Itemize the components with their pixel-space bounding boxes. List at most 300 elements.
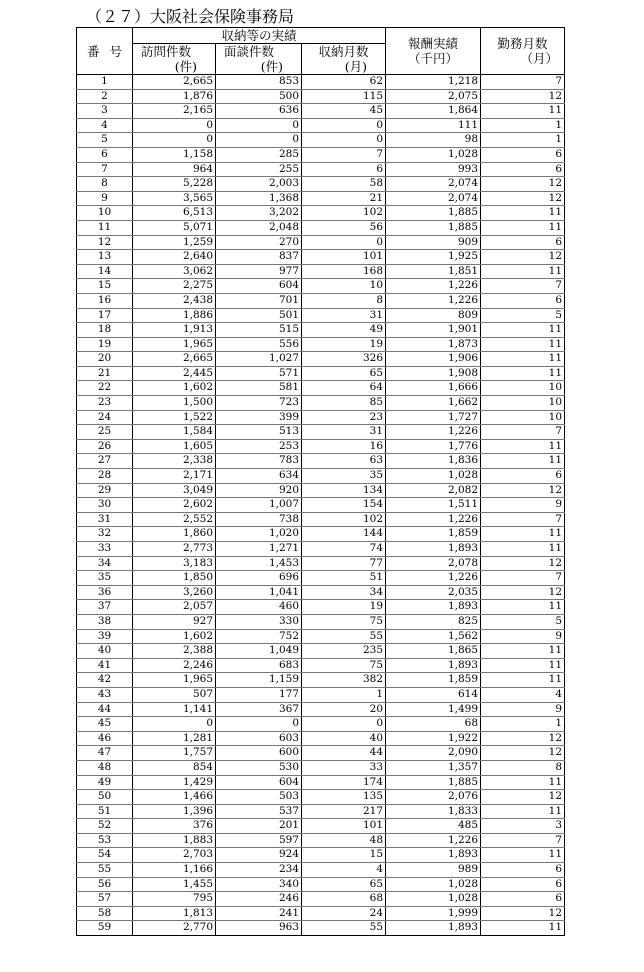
row-number-cell: 37: [77, 600, 133, 615]
collection-months-cell: 33: [302, 760, 386, 775]
visits-count-cell: 2,602: [133, 498, 216, 513]
interviews-count-cell: 571: [216, 366, 302, 381]
table-row: [77, 556, 565, 571]
row-number-cell: 24: [77, 410, 133, 425]
row-number-cell: 13: [77, 250, 133, 265]
row-number-cell: 30: [77, 498, 133, 513]
table-row: [77, 629, 565, 644]
header-bangou-char-2: 号: [109, 43, 122, 59]
table-row: [77, 425, 565, 440]
reward-amount-cell: 809: [386, 308, 481, 323]
work-months-cell: 12: [481, 906, 565, 921]
work-months-cell: 11: [481, 644, 565, 659]
table-row: [77, 89, 565, 104]
table-row: [77, 906, 565, 921]
work-months-cell: 9: [481, 702, 565, 717]
collection-months-cell: 19: [302, 337, 386, 352]
table-row: [77, 381, 565, 396]
visits-count-cell: 1,429: [133, 775, 216, 790]
reward-amount-cell: 1,226: [386, 833, 481, 848]
row-number-cell: 54: [77, 848, 133, 863]
visits-count-cell: 0: [133, 717, 216, 732]
header-interviews-unit: (件): [260, 59, 283, 74]
collection-results-table: [76, 27, 565, 936]
interviews-count-cell: 2,048: [216, 220, 302, 235]
page-title: （２７）大阪社会保険事務局: [86, 7, 295, 26]
interviews-count-cell: 1,049: [216, 644, 302, 659]
row-number-cell: 50: [77, 790, 133, 805]
interviews-count-cell: 837: [216, 250, 302, 265]
visits-count-cell: 5,071: [133, 220, 216, 235]
interviews-count-cell: 255: [216, 162, 302, 177]
table-row: [77, 308, 565, 323]
reward-amount-cell: 2,090: [386, 746, 481, 761]
visits-count-cell: 1,850: [133, 571, 216, 586]
work-months-cell: 6: [481, 235, 565, 250]
table-row: [77, 892, 565, 907]
work-months-cell: 7: [481, 512, 565, 527]
reward-amount-cell: 1,859: [386, 673, 481, 688]
table-row: [77, 293, 565, 308]
reward-amount-cell: 2,082: [386, 483, 481, 498]
row-number-cell: 56: [77, 877, 133, 892]
collection-months-cell: 16: [302, 439, 386, 454]
collection-months-cell: 56: [302, 220, 386, 235]
reward-amount-cell: 1,028: [386, 892, 481, 907]
row-number-cell: 31: [77, 512, 133, 527]
interviews-count-cell: 683: [216, 658, 302, 673]
row-number-cell: 5: [77, 133, 133, 148]
interviews-count-cell: 924: [216, 848, 302, 863]
visits-count-cell: 1,965: [133, 337, 216, 352]
visits-count-cell: 795: [133, 892, 216, 907]
row-number-cell: 23: [77, 396, 133, 411]
visits-count-cell: 1,522: [133, 410, 216, 425]
visits-count-cell: 1,500: [133, 396, 216, 411]
work-months-cell: 7: [481, 75, 565, 90]
interviews-count-cell: 0: [216, 133, 302, 148]
header-bangou: [77, 28, 133, 75]
reward-amount-cell: 111: [386, 118, 481, 133]
header-months-work: [481, 28, 565, 75]
row-number-cell: 57: [77, 892, 133, 907]
header-months-collect: [302, 44, 386, 75]
reward-amount-cell: 1,893: [386, 600, 481, 615]
row-number-cell: 46: [77, 731, 133, 746]
collection-months-cell: 134: [302, 483, 386, 498]
interviews-count-cell: 515: [216, 323, 302, 338]
work-months-cell: 12: [481, 585, 565, 600]
table-row: [77, 673, 565, 688]
reward-amount-cell: 1,873: [386, 337, 481, 352]
visits-count-cell: 854: [133, 760, 216, 775]
table-row: [77, 877, 565, 892]
collection-months-cell: 15: [302, 848, 386, 863]
row-number-cell: 32: [77, 527, 133, 542]
collection-months-cell: 74: [302, 542, 386, 557]
visits-count-cell: 2,665: [133, 352, 216, 367]
collection-months-cell: 63: [302, 454, 386, 469]
visits-count-cell: 1,602: [133, 381, 216, 396]
work-months-cell: 7: [481, 279, 565, 294]
interviews-count-cell: 1,007: [216, 498, 302, 513]
collection-months-cell: 0: [302, 133, 386, 148]
visits-count-cell: 3,260: [133, 585, 216, 600]
collection-months-cell: 65: [302, 877, 386, 892]
work-months-cell: 5: [481, 308, 565, 323]
reward-amount-cell: 2,074: [386, 177, 481, 192]
work-months-cell: 11: [481, 352, 565, 367]
row-number-cell: 49: [77, 775, 133, 790]
table-row: [77, 410, 565, 425]
header-bangou-char-1: 番: [87, 43, 100, 59]
work-months-cell: 11: [481, 439, 565, 454]
visits-count-cell: 2,388: [133, 644, 216, 659]
interviews-count-cell: 752: [216, 629, 302, 644]
work-months-cell: 11: [481, 323, 565, 338]
visits-count-cell: 2,703: [133, 848, 216, 863]
visits-count-cell: 2,275: [133, 279, 216, 294]
interviews-count-cell: 537: [216, 804, 302, 819]
collection-months-cell: 55: [302, 921, 386, 936]
collection-months-cell: 58: [302, 177, 386, 192]
reward-amount-cell: 1,901: [386, 323, 481, 338]
header-months-collect-unit: (月): [344, 59, 368, 74]
collection-months-cell: 217: [302, 804, 386, 819]
work-months-cell: 12: [481, 556, 565, 571]
collection-months-cell: 326: [302, 352, 386, 367]
reward-amount-cell: 1,893: [386, 921, 481, 936]
visits-count-cell: 507: [133, 687, 216, 702]
row-number-cell: 4: [77, 118, 133, 133]
visits-count-cell: 1,886: [133, 308, 216, 323]
table-row: [77, 366, 565, 381]
row-number-cell: 52: [77, 819, 133, 834]
row-number-cell: 26: [77, 439, 133, 454]
reward-amount-cell: 1,893: [386, 848, 481, 863]
collection-months-cell: 55: [302, 629, 386, 644]
visits-count-cell: 1,584: [133, 425, 216, 440]
visits-count-cell: 1,813: [133, 906, 216, 921]
visits-count-cell: 0: [133, 118, 216, 133]
visits-count-cell: 1,605: [133, 439, 216, 454]
row-number-cell: 10: [77, 206, 133, 221]
table-row: [77, 775, 565, 790]
visits-count-cell: 1,166: [133, 863, 216, 878]
table-row: [77, 162, 565, 177]
table-row: [77, 833, 565, 848]
visits-count-cell: 1,965: [133, 673, 216, 688]
reward-amount-cell: 1,893: [386, 658, 481, 673]
visits-count-cell: 1,141: [133, 702, 216, 717]
collection-months-cell: 23: [302, 410, 386, 425]
row-number-cell: 43: [77, 687, 133, 702]
visits-count-cell: 1,876: [133, 89, 216, 104]
table-row: [77, 571, 565, 586]
collection-months-cell: 40: [302, 731, 386, 746]
reward-amount-cell: 1,893: [386, 542, 481, 557]
collection-months-cell: 174: [302, 775, 386, 790]
reward-amount-cell: 993: [386, 162, 481, 177]
interviews-count-cell: 503: [216, 790, 302, 805]
header-collection-group: 収納等の実績: [133, 28, 386, 44]
row-number-cell: 27: [77, 454, 133, 469]
row-number-cell: 41: [77, 658, 133, 673]
work-months-cell: 12: [481, 746, 565, 761]
collection-months-cell: 20: [302, 702, 386, 717]
collection-months-cell: 10: [302, 279, 386, 294]
collection-months-cell: 51: [302, 571, 386, 586]
reward-amount-cell: 1,499: [386, 702, 481, 717]
visits-count-cell: 2,246: [133, 658, 216, 673]
interviews-count-cell: 738: [216, 512, 302, 527]
visits-count-cell: 1,860: [133, 527, 216, 542]
collection-months-cell: 49: [302, 323, 386, 338]
row-number-cell: 53: [77, 833, 133, 848]
reward-amount-cell: 1,511: [386, 498, 481, 513]
work-months-cell: 11: [481, 206, 565, 221]
work-months-cell: 1: [481, 118, 565, 133]
table-row: [77, 717, 565, 732]
header-months-collect-label: 収納月数: [318, 44, 369, 59]
collection-months-cell: 102: [302, 512, 386, 527]
collection-months-cell: 0: [302, 118, 386, 133]
work-months-cell: 11: [481, 658, 565, 673]
collection-months-cell: 77: [302, 556, 386, 571]
work-months-cell: 12: [481, 483, 565, 498]
interviews-count-cell: 501: [216, 308, 302, 323]
table-row: [77, 585, 565, 600]
reward-amount-cell: 1,226: [386, 571, 481, 586]
row-number-cell: 18: [77, 323, 133, 338]
interviews-count-cell: 2,003: [216, 177, 302, 192]
work-months-cell: 7: [481, 425, 565, 440]
reward-amount-cell: 2,035: [386, 585, 481, 600]
table-row: [77, 702, 565, 717]
collection-months-cell: 8: [302, 293, 386, 308]
collection-months-cell: 382: [302, 673, 386, 688]
interviews-count-cell: 340: [216, 877, 302, 892]
reward-amount-cell: 1,836: [386, 454, 481, 469]
interviews-count-cell: 783: [216, 454, 302, 469]
visits-count-cell: 1,158: [133, 147, 216, 162]
table-row: [77, 804, 565, 819]
row-number-cell: 16: [77, 293, 133, 308]
interviews-count-cell: 285: [216, 147, 302, 162]
visits-count-cell: 2,640: [133, 250, 216, 265]
row-number-cell: 48: [77, 760, 133, 775]
interviews-count-cell: 1,453: [216, 556, 302, 571]
row-number-cell: 39: [77, 629, 133, 644]
collection-months-cell: 0: [302, 717, 386, 732]
interviews-count-cell: 696: [216, 571, 302, 586]
header-reward: [386, 28, 481, 75]
table-row: [77, 118, 565, 133]
interviews-count-cell: 1,020: [216, 527, 302, 542]
row-number-cell: 7: [77, 162, 133, 177]
reward-amount-cell: 1,885: [386, 206, 481, 221]
visits-count-cell: 1,757: [133, 746, 216, 761]
work-months-cell: 1: [481, 717, 565, 732]
visits-count-cell: 964: [133, 162, 216, 177]
visits-count-cell: 2,773: [133, 542, 216, 557]
collection-months-cell: 62: [302, 75, 386, 90]
table-row: [77, 542, 565, 557]
header-reward-unit: （千円）: [408, 51, 459, 66]
visits-count-cell: 0: [133, 133, 216, 148]
reward-amount-cell: 68: [386, 717, 481, 732]
visits-count-cell: 2,171: [133, 469, 216, 484]
interviews-count-cell: 234: [216, 863, 302, 878]
visits-count-cell: 1,913: [133, 323, 216, 338]
table-row: [77, 337, 565, 352]
work-months-cell: 11: [481, 366, 565, 381]
collection-months-cell: 0: [302, 235, 386, 250]
work-months-cell: 1: [481, 133, 565, 148]
reward-amount-cell: 98: [386, 133, 481, 148]
work-months-cell: 10: [481, 410, 565, 425]
reward-amount-cell: 1,776: [386, 439, 481, 454]
row-number-cell: 28: [77, 469, 133, 484]
collection-months-cell: 4: [302, 863, 386, 878]
interviews-count-cell: 556: [216, 337, 302, 352]
table-row: [77, 220, 565, 235]
collection-months-cell: 31: [302, 425, 386, 440]
work-months-cell: 6: [481, 293, 565, 308]
work-months-cell: 12: [481, 250, 565, 265]
work-months-cell: 9: [481, 629, 565, 644]
table-row: [77, 848, 565, 863]
reward-amount-cell: 825: [386, 614, 481, 629]
work-months-cell: 11: [481, 454, 565, 469]
reward-amount-cell: 2,076: [386, 790, 481, 805]
table-row: [77, 746, 565, 761]
work-months-cell: 11: [481, 804, 565, 819]
work-months-cell: 10: [481, 381, 565, 396]
interviews-count-cell: 530: [216, 760, 302, 775]
interviews-count-cell: 3,202: [216, 206, 302, 221]
collection-months-cell: 115: [302, 89, 386, 104]
work-months-cell: 11: [481, 264, 565, 279]
work-months-cell: 3: [481, 819, 565, 834]
collection-months-cell: 45: [302, 104, 386, 119]
table-row: [77, 279, 565, 294]
row-number-cell: 29: [77, 483, 133, 498]
row-number-cell: 59: [77, 921, 133, 936]
collection-months-cell: 6: [302, 162, 386, 177]
reward-amount-cell: 1,922: [386, 731, 481, 746]
work-months-cell: 6: [481, 147, 565, 162]
collection-months-cell: 44: [302, 746, 386, 761]
header-interviews: [216, 44, 302, 75]
interviews-count-cell: 963: [216, 921, 302, 936]
row-number-cell: 12: [77, 235, 133, 250]
interviews-count-cell: 636: [216, 104, 302, 119]
work-months-cell: 8: [481, 760, 565, 775]
interviews-count-cell: 177: [216, 687, 302, 702]
work-months-cell: 6: [481, 892, 565, 907]
table-row: [77, 133, 565, 148]
visits-count-cell: 1,602: [133, 629, 216, 644]
collection-months-cell: 64: [302, 381, 386, 396]
collection-months-cell: 34: [302, 585, 386, 600]
row-number-cell: 2: [77, 89, 133, 104]
visits-count-cell: 1,466: [133, 790, 216, 805]
interviews-count-cell: 581: [216, 381, 302, 396]
visits-count-cell: 2,770: [133, 921, 216, 936]
work-months-cell: 7: [481, 833, 565, 848]
work-months-cell: 10: [481, 396, 565, 411]
interviews-count-cell: 201: [216, 819, 302, 834]
reward-amount-cell: 1,218: [386, 75, 481, 90]
table-row: [77, 731, 565, 746]
header-reward-label: 報酬実績: [408, 36, 459, 51]
interviews-count-cell: 330: [216, 614, 302, 629]
table-row: [77, 644, 565, 659]
row-number-cell: 25: [77, 425, 133, 440]
interviews-count-cell: 604: [216, 775, 302, 790]
table-body: [77, 75, 565, 936]
interviews-count-cell: 604: [216, 279, 302, 294]
reward-amount-cell: 1,226: [386, 425, 481, 440]
table-row: [77, 498, 565, 513]
visits-count-cell: 3,049: [133, 483, 216, 498]
collection-months-cell: 7: [302, 147, 386, 162]
reward-amount-cell: 1,028: [386, 469, 481, 484]
interviews-count-cell: 399: [216, 410, 302, 425]
collection-months-cell: 24: [302, 906, 386, 921]
row-number-cell: 15: [77, 279, 133, 294]
header-interviews-label: 面談件数: [224, 44, 275, 59]
work-months-cell: 11: [481, 775, 565, 790]
table-row: [77, 658, 565, 673]
visits-count-cell: 1,883: [133, 833, 216, 848]
work-months-cell: 11: [481, 527, 565, 542]
interviews-count-cell: 1,041: [216, 585, 302, 600]
reward-amount-cell: 2,074: [386, 191, 481, 206]
reward-amount-cell: 1,727: [386, 410, 481, 425]
interviews-count-cell: 513: [216, 425, 302, 440]
table-row: [77, 527, 565, 542]
interviews-count-cell: 1,271: [216, 542, 302, 557]
row-number-cell: 45: [77, 717, 133, 732]
visits-count-cell: 1,455: [133, 877, 216, 892]
reward-amount-cell: 1,851: [386, 264, 481, 279]
work-months-cell: 4: [481, 687, 565, 702]
table-row: [77, 687, 565, 702]
reward-amount-cell: 485: [386, 819, 481, 834]
reward-amount-cell: 1,666: [386, 381, 481, 396]
work-months-cell: 7: [481, 571, 565, 586]
work-months-cell: 11: [481, 673, 565, 688]
visits-count-cell: 1,259: [133, 235, 216, 250]
row-number-cell: 38: [77, 614, 133, 629]
work-months-cell: 12: [481, 790, 565, 805]
table-row: [77, 206, 565, 221]
reward-amount-cell: 1,226: [386, 293, 481, 308]
row-number-cell: 1: [77, 75, 133, 90]
work-months-cell: 6: [481, 469, 565, 484]
row-number-cell: 44: [77, 702, 133, 717]
work-months-cell: 12: [481, 731, 565, 746]
visits-count-cell: 2,338: [133, 454, 216, 469]
work-months-cell: 12: [481, 191, 565, 206]
work-months-cell: 6: [481, 863, 565, 878]
work-months-cell: 12: [481, 177, 565, 192]
visits-count-cell: 376: [133, 819, 216, 834]
row-number-cell: 17: [77, 308, 133, 323]
work-months-cell: 6: [481, 162, 565, 177]
